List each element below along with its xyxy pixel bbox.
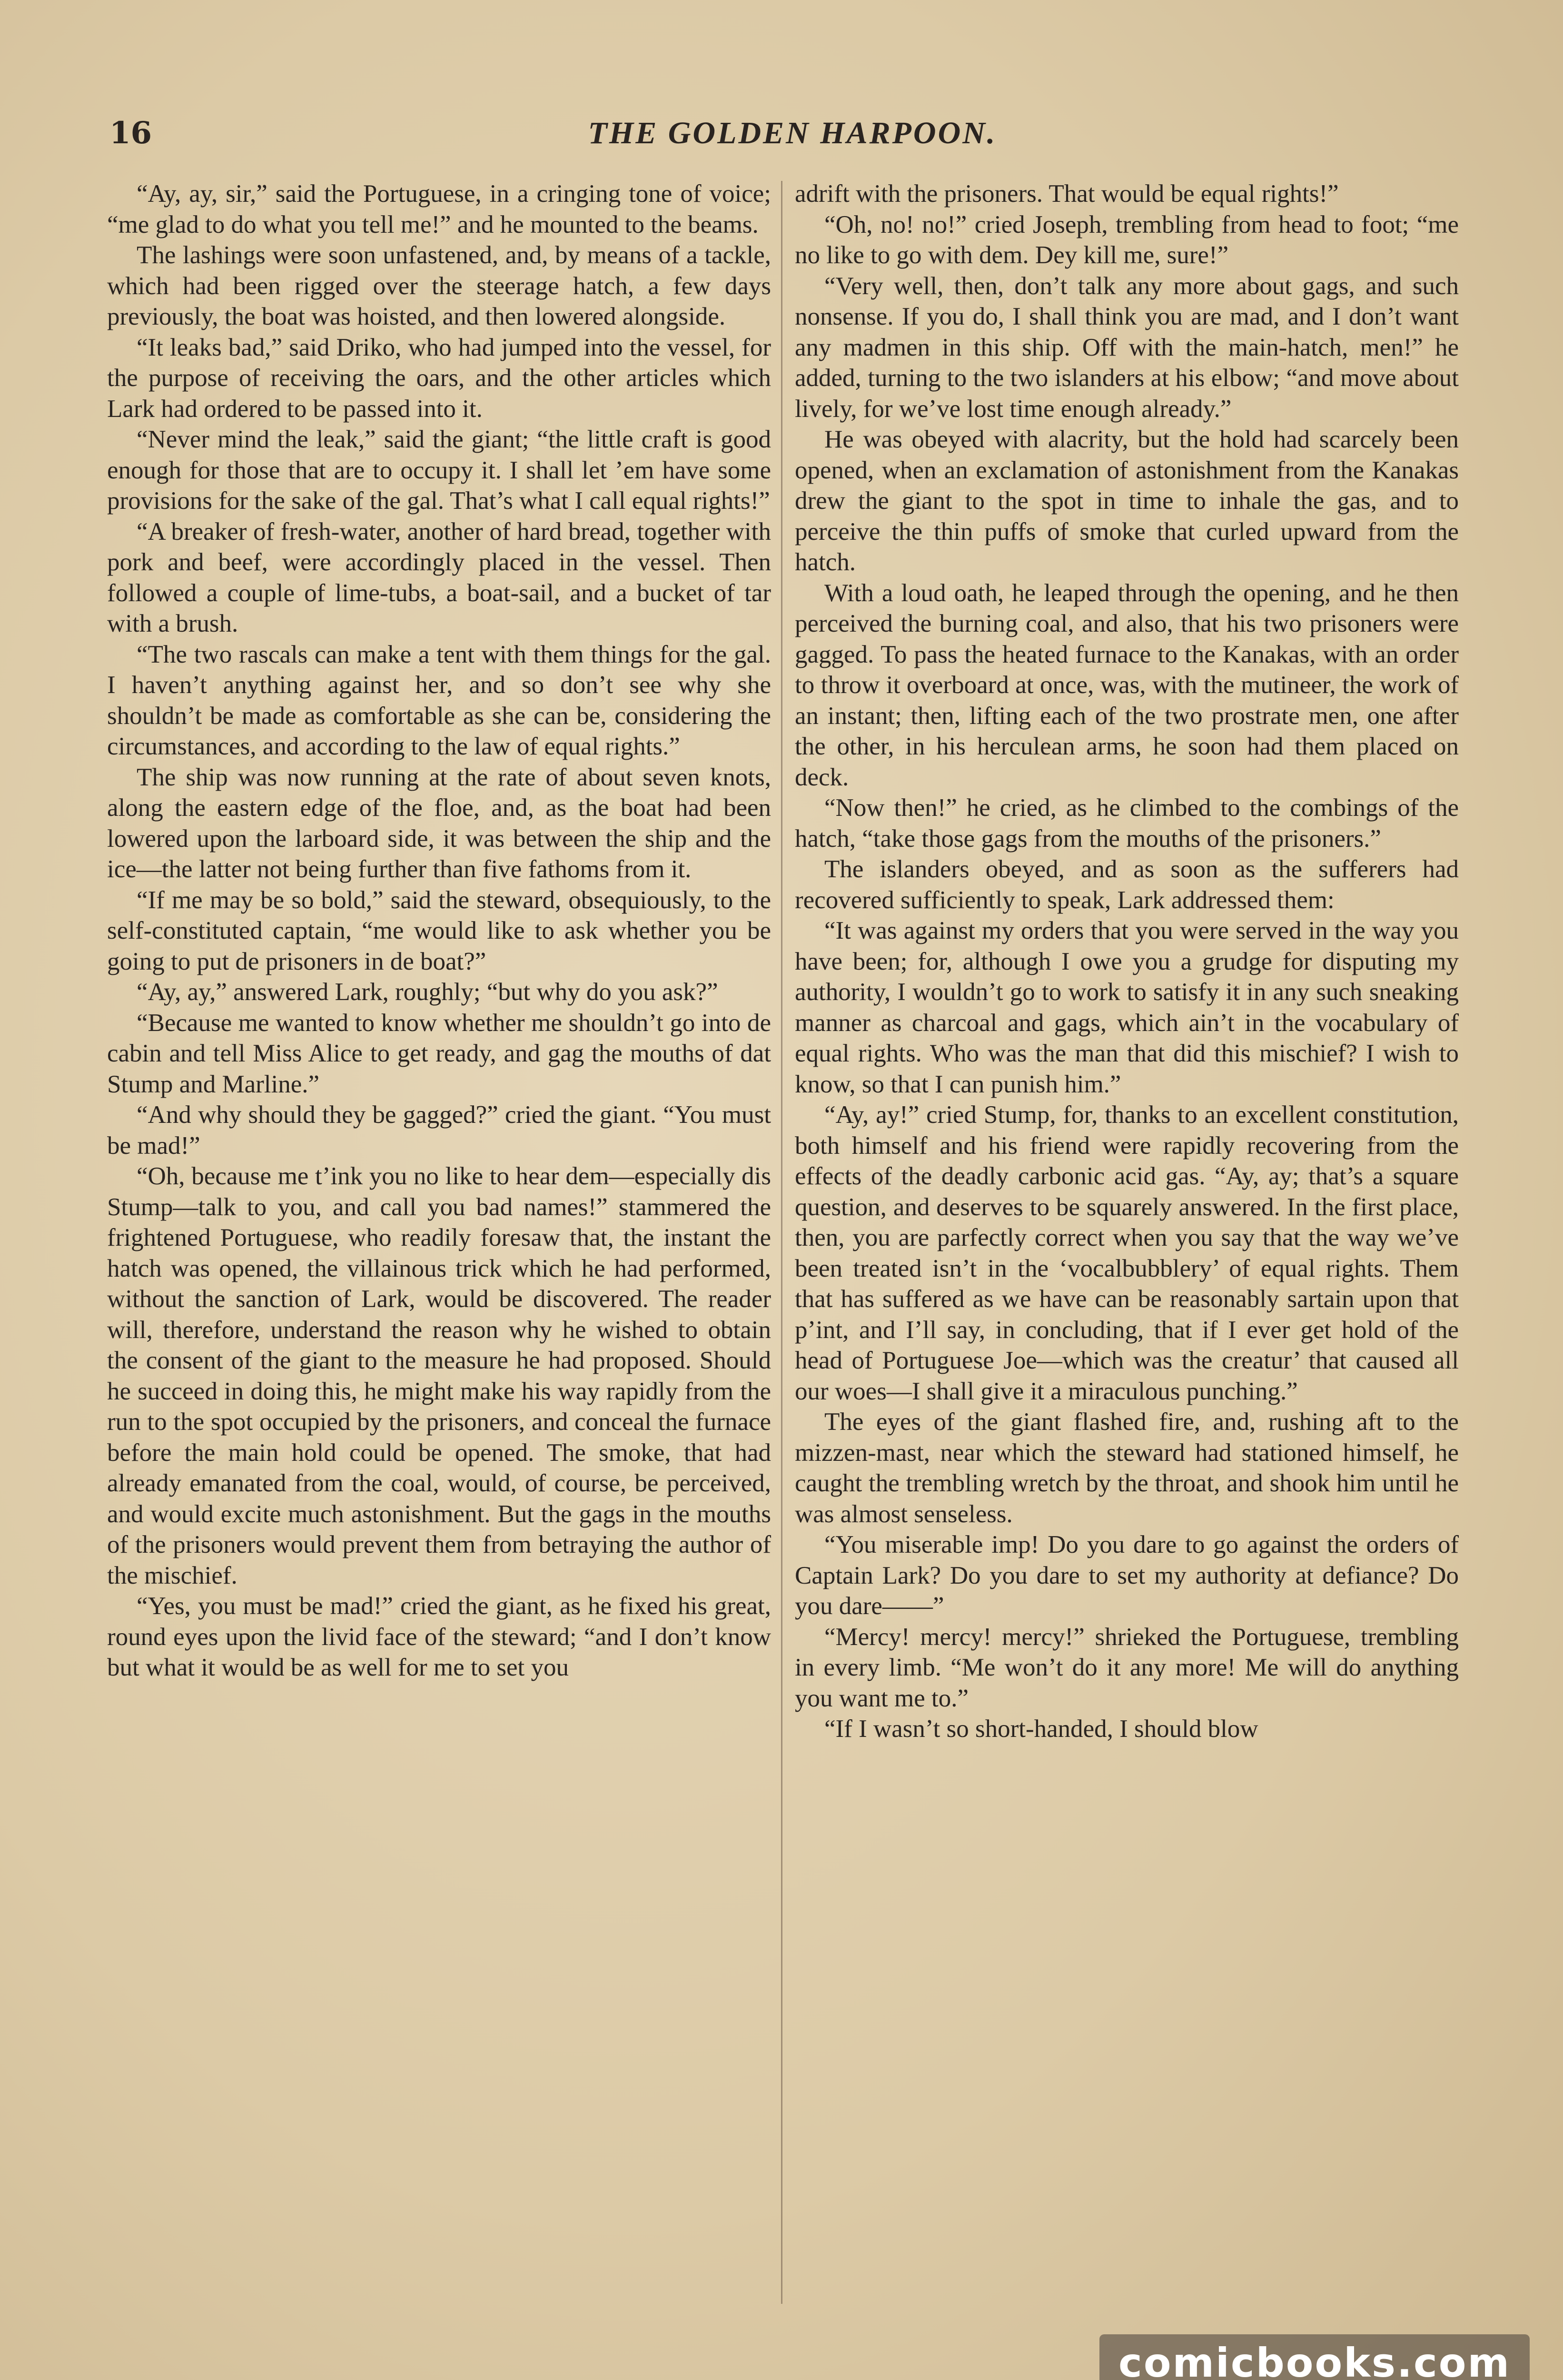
paragraph: With a loud oath, he leaped through the opening, and he then perceived the burning coal, and also, that his two prisoners were gagged. To pass the heated furnace to the Kanakas, with an order to throw it overboard at once, was, with the mutineer, the work of an instant; then, lifting each of the two prostrate men, one after the other, in his herculean arms, he soon had them placed on deck.: [795, 579, 1459, 791]
paragraph: “And why should they be gagged?” cried the giant. “You must be mad!”: [107, 1101, 771, 1160]
paragraph: The eyes of the giant flashed fire, and, rushing aft to the mizzen-mast, near which the steward had stationed himself, he caught the trembling wretch by the throat, and shook him until he was almost senseless.: [795, 1408, 1459, 1528]
paragraph: “Yes, you must be mad!” cried the giant, as he fixed his great, round eyes upon the livid face of the steward; “and I don’t know but what it would be as well for me to set you: [107, 1592, 771, 1681]
paragraph: “It leaks bad,” said Driko, who had jumped into the vessel, for the purpose of receiving the oars, and the other articles which Lark had ordered to be passed into it.: [107, 333, 771, 423]
paragraph: “A breaker of fresh-water, another of hard bread, together with pork and beef, were accordingly placed in the vessel. Then followed a couple of lime-tubs, a boat-sail, and a bucket of tar with a brush.: [107, 517, 771, 637]
paragraph: The lashings were soon unfastened, and, by means of a tackle, which had been rigged over the steerage hatch, a few days previously, the boat was hoisted, and then lowered alongside.: [107, 241, 771, 330]
page-header: [109, 112, 1475, 155]
paragraph: The islanders obeyed, and as soon as the sufferers had recovered sufficiently to speak, Lark addressed them:: [795, 855, 1459, 914]
left-column: [107, 178, 771, 1683]
paragraph: “The two rascals can make a tent with them things for the gal. I haven’t anything against her, and so don’t see why she shouldn’t be made as comfortable as she can be, considering the circumstances, and according to the law of equal rights.”: [107, 640, 771, 760]
paragraph: “Ay, ay!” cried Stump, for, thanks to an excellent constitution, both himself and his friend were rapidly recovering from the effects of the deadly carbonic acid gas. “Ay, ay; that’s a square question, and deserves to be squarely answered. In the first place, then, you are parfectly correct when you say that the way we’ve been treated isn’t in the ‘vocalbubblery’ of equal rights. Them that has suffered as we have can be reasonably sartain upon that p’int, and I’ll say, in concluding, that if I ever get hold of the head of Portuguese Joe—which was the creatur’ that caused all our woes—I shall give it a miraculous punching.”: [795, 1101, 1459, 1405]
paragraph: “Ay, ay, sir,” said the Portuguese, in a cringing tone of voice; “me glad to do what you tell me!” and he mounted to the beams.: [107, 180, 771, 238]
paragraph: “Oh, because me t’ink you no like to hear dem—especially dis Stump—talk to you, and call you bad names!” stammered the frightened Portuguese, who readily foresaw that, the instant the hatch was opened, the villainous trick which he had performed, without the sanction of Lark, would be discovered. The reader will, therefore, understand the reason why he wished to obtain the consent of the giant to the measure he had proposed. Should he succeed in doing this, he might make his way rapidly from the run to the spot occupied by the prisoners, and conceal the furnace before the main hold could be opened. The smoke, that had already emanated from the coal, would, of course, be perceived, and would excite much astonishment. But the gags in the mouths of the prisoners would prevent them from betraying the author of the mischief.: [107, 1162, 771, 1589]
paragraph: “You miserable imp! Do you dare to go against the orders of Captain Lark? Do you dare to set my authority at defiance? Do you dare——”: [795, 1531, 1459, 1620]
page-number: 16: [109, 115, 152, 151]
paragraph: “If I wasn’t so short-handed, I should blow: [824, 1715, 1258, 1743]
column-divider: [781, 181, 782, 2304]
paragraph: “Because me wanted to know whether me shouldn’t go into de cabin and tell Miss Alice to get ready, and gag the mouths of dat Stump and Marline.”: [107, 1009, 771, 1098]
watermark-logo: comicbooks.com: [1099, 2334, 1530, 2380]
running-title: THE GOLDEN HARPOON.: [588, 116, 997, 150]
paragraph: “Now then!” he cried, as he climbed to the combings of the hatch, “take those gags from the mouths of the prisoners.”: [795, 794, 1459, 853]
paragraph: “Ay, ay,” answered Lark, roughly; “but why do you ask?”: [137, 978, 718, 1006]
paragraph: The ship was now running at the rate of about seven knots, along the eastern edge of the floe, and, as the boat had been lowered upon the larboard side, it was between the ship and the ice—the latter not being further than five fathoms from it.: [107, 763, 771, 883]
paragraph: adrift with the prisoners. That would be equal rights!”: [795, 180, 1339, 208]
paragraph: “Never mind the leak,” said the giant; “the little craft is good enough for those that are to occupy it. I shall let ’em have some provisions for the sake of the gal. That’s what I call equal rights!”: [107, 426, 771, 515]
paragraph: “If me may be so bold,” said the steward, obsequiously, to the self-constituted captain, “me would like to ask whether you be going to put de prisoners in de boat?”: [107, 886, 771, 975]
paragraph: He was obeyed with alacrity, but the hold had scarcely been opened, when an exclamation of astonishment from the Kanakas drew the giant to the spot in time to inhale the gas, and to perceive the thin puffs of smoke that curled upward from the hatch.: [795, 426, 1459, 576]
paragraph: “Mercy! mercy! mercy!” shrieked the Portuguese, trembling in every limb. “Me won’t do it any more! Me will do anything you want me to.”: [795, 1623, 1459, 1712]
right-column: [795, 178, 1459, 1745]
paragraph: “Oh, no! no!” cried Joseph, trembling from head to foot; “me no like to go with dem. Dey kill me, sure!”: [795, 210, 1459, 269]
paragraph: “It was against my orders that you were served in the way you have been; for, although I owe you a grudge for disputing my authority, I wouldn’t go to work to satisfy it in any such sneaking manner as charcoal and gags, which ain’t in the vocabulary of equal rights. Who was the man that did this mischief? I wish to know, so that I can punish him.”: [795, 917, 1459, 1098]
paragraph: “Very well, then, don’t talk any more about gags, and such nonsense. If you do, I shall think you are mad, and I don’t want any madmen in this ship. Off with the main-hatch, men!” he added, turning to the two islanders at his elbow; “and move about lively, for we’ve lost time enough already.”: [795, 272, 1459, 423]
